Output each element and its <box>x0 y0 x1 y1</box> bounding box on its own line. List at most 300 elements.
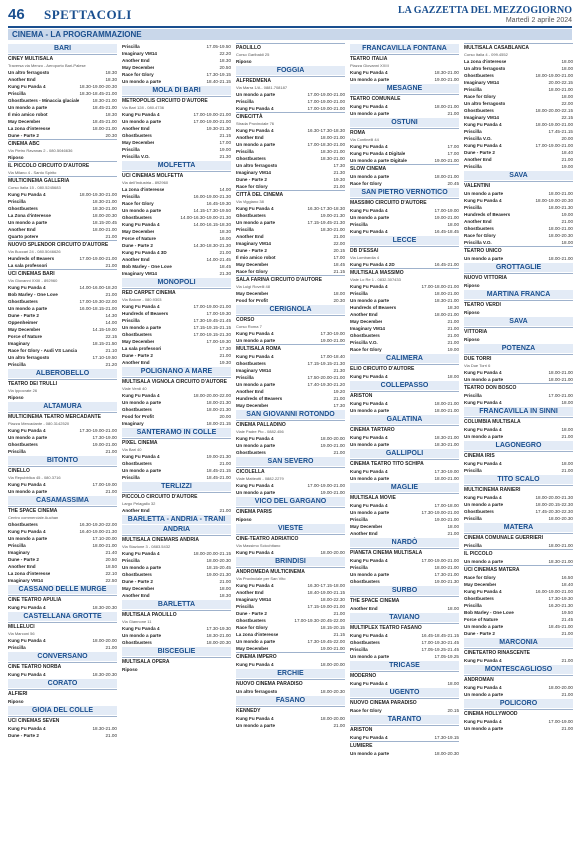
city-heading: SAVA <box>464 171 573 180</box>
showtimes: 20.15 <box>447 708 459 713</box>
showtimes: 18.00-19.00-21.00 <box>535 122 573 127</box>
film-title: Ghostbusters <box>350 579 380 584</box>
cinema-name: TEATRO UNICO <box>464 246 573 255</box>
film-title: Riposo <box>122 667 138 672</box>
cinema-name: PIXEL CINEMA <box>122 438 231 447</box>
showtimes: 16.00-19.00-21.00 <box>535 589 573 594</box>
film-title: May December <box>236 262 269 267</box>
showtime-row <box>464 558 573 565</box>
showtimes: 19.00-21.30 <box>206 572 231 577</box>
showtime-row <box>8 333 117 340</box>
film-title: Another End <box>464 219 492 224</box>
showtimes: 17.00-19.00-21.00 <box>535 143 573 148</box>
showtime-row <box>122 310 231 317</box>
film-title: Il mio amico robot <box>236 255 276 260</box>
cinema-name: CINELLO <box>8 466 117 475</box>
showtime-row <box>8 637 117 644</box>
film-title: Kung Fu Panda 4 <box>8 482 46 487</box>
showtime-row <box>464 581 573 588</box>
showtimes: 18.00-20.30 <box>92 213 117 218</box>
film-title: May December <box>122 586 155 591</box>
cinema-name: NUOVO CINEMA PARADISO <box>236 679 345 688</box>
showtimes: 16.30-17.30-18.30 <box>307 128 345 133</box>
showtimes: 21.00 <box>219 250 231 255</box>
city-heading: MOLA DI BARI <box>122 86 231 95</box>
film-title: Imaginary VM14 <box>236 241 271 246</box>
city-heading: MARTINA FRANCA <box>464 290 573 299</box>
film-title: Race for Glory <box>122 72 154 77</box>
cinema-name: KENNEDY <box>236 706 345 715</box>
film-title: Bob Marley - One Love <box>122 264 172 269</box>
city-heading: ALBEROBELLO <box>8 369 117 378</box>
showtime-row <box>464 135 573 142</box>
showtimes: 19.00-21.00 <box>320 490 345 495</box>
cinema-address: Via Baione - 080.9303 <box>122 297 162 302</box>
film-title: Race for Glory <box>236 625 268 630</box>
film-title: Priscilla <box>122 475 140 480</box>
cinema-name: PAOLILLO <box>236 43 345 52</box>
showtime-row <box>122 399 231 406</box>
film-title: Ghostbusters <box>236 361 266 366</box>
film-title: Kung Fu Panda 4 <box>122 454 160 459</box>
showtimes: 18.00-21.00 <box>434 565 459 570</box>
film-title: Kung Fu Panda 4 <box>350 144 388 149</box>
showtime-row <box>236 381 345 388</box>
showtime-row <box>464 494 573 501</box>
showtimes: 18.30-21.00 <box>548 559 573 564</box>
showtimes: 21.00 <box>333 450 345 455</box>
showtime-row <box>350 110 459 117</box>
film-title: Kung Fu Panda 4 <box>236 583 274 588</box>
cinema-address: Via Viggiano 38 <box>236 199 264 204</box>
film-title: Ghostbusters <box>464 226 494 231</box>
showtimes: 18.00-19.00-21.00 <box>535 73 573 78</box>
listing-column <box>236 43 345 835</box>
showtime-row <box>464 684 573 691</box>
film-title: Priscilla <box>236 99 254 104</box>
showtimes: 18.30 <box>447 305 459 310</box>
showtimes: 18.00 <box>561 94 573 99</box>
city-heading: TARANTO <box>350 715 459 724</box>
showtimes <box>115 698 117 705</box>
cinema-name: DB D'ESSAI <box>350 246 459 255</box>
showtime-row <box>236 661 345 668</box>
showtimes: 17.30 <box>333 403 345 408</box>
showtime-row <box>122 352 231 359</box>
showtime-row <box>350 157 459 164</box>
film-title: Priscilla <box>122 194 140 199</box>
film-title: Priscilla <box>464 129 482 134</box>
showtime-row <box>350 502 459 509</box>
showtime-row <box>464 190 573 197</box>
film-title: Priscilla <box>464 603 482 608</box>
film-title: Imaginary VM14 <box>464 115 499 120</box>
showtimes: 18.00-21.30 <box>206 400 231 405</box>
film-title: Ghostbusters <box>122 640 152 645</box>
showtimes: 20.45 <box>447 181 459 186</box>
film-title: Un mondo a parte <box>350 174 390 179</box>
cinema-name: MODERNO <box>350 671 459 680</box>
showtimes: 14.00-16.00-18.20 <box>79 285 117 290</box>
showtime-row <box>464 255 573 262</box>
film-title: Un altro ferragosto <box>8 70 50 75</box>
film-title: Ghostbusters <box>464 596 494 601</box>
showtime-row <box>350 509 459 516</box>
showtime-row <box>122 193 231 200</box>
showtime-row <box>236 219 345 226</box>
film-title: Dune - Parte 2 <box>464 150 495 155</box>
city-heading: TAVIANO <box>350 613 459 622</box>
showtime-row <box>236 624 345 631</box>
film-title: Hundreds of Beavers <box>122 311 169 316</box>
film-title: Dune - Parte 2 <box>122 353 153 358</box>
showtimes: 20.00 <box>219 414 231 419</box>
showtime-row <box>8 312 117 319</box>
cinema-address: Via Bari 40 <box>122 447 142 452</box>
showtime-row <box>464 460 573 467</box>
film-title: Another End <box>350 531 378 536</box>
film-title: Another End <box>122 360 150 365</box>
showtime-row <box>236 596 345 603</box>
showtimes: 14.00-21.45 <box>206 257 231 262</box>
showtimes: 17.00-19.30-22.00 <box>79 299 117 304</box>
cinema-name: UCI CINEMAS MATERA <box>464 565 573 574</box>
film-title: La zona d'interesse <box>464 59 507 64</box>
film-title: Kung Fu Panda 4 <box>8 285 46 290</box>
city-heading: FASANO <box>236 696 345 705</box>
film-title: Un mondo a parte <box>464 559 504 564</box>
showtime-row <box>350 523 459 530</box>
showtime-row <box>236 722 345 729</box>
showtimes: 21.40 <box>105 550 117 555</box>
showtime-row <box>122 249 231 256</box>
showtimes: 17.00-19.00-21.00 <box>307 92 345 97</box>
showtimes: 22.00 <box>333 241 345 246</box>
cinema-name: TEATRO DEI TRULLI <box>8 379 117 388</box>
film-title: Un mondo a parte <box>464 434 504 439</box>
film-title: Kung Fu Panda 4 <box>350 633 388 638</box>
film-title: Kung Fu Panda 4 <box>236 206 274 211</box>
showtimes: 18.15-20.15 <box>320 625 345 630</box>
showtimes: 18.45-21.00 <box>92 105 117 110</box>
showtime-row <box>236 247 345 254</box>
film-title: Kung Fu Panda 4 <box>236 128 274 133</box>
showtimes: 21.00 <box>561 631 573 636</box>
cinema-name: SLOW CINEMA <box>350 164 459 173</box>
showtime-row <box>122 331 231 338</box>
cinema-address: Viale Padre Pio - 0882.456 <box>236 429 284 434</box>
city-heading: CASTELLANA GROTTE <box>8 612 117 621</box>
cinema-name: CINEMA PARIS <box>236 507 345 516</box>
showtime-row <box>350 332 459 339</box>
film-title: May December <box>122 339 155 344</box>
showtime-row <box>236 290 345 297</box>
showtime-row <box>464 574 573 581</box>
showtimes: 21.00 <box>447 333 459 338</box>
newspaper-name: LA GAZZETTA DEL MEZZOGIORNO <box>397 5 572 16</box>
showtime-row <box>8 528 117 535</box>
film-title: Bob Marley - One Love <box>8 292 58 297</box>
showtimes: 18.00-21.00 <box>548 226 573 231</box>
showtimes: 17.30 <box>333 163 345 168</box>
city-heading: BARLETTA - ANDRIA - TRANI <box>122 515 231 524</box>
film-title: Ghostbusters <box>350 333 380 338</box>
film-title: Imaginary VM14 <box>8 578 43 583</box>
cinema-address: Viale Verdi 40 <box>122 386 147 391</box>
showtimes: 17.00-19.00-21.00 <box>193 304 231 309</box>
film-title: Another End <box>122 593 150 598</box>
film-title: Riposo <box>8 395 24 400</box>
showtime-row <box>236 169 345 176</box>
film-title: Another End <box>236 135 264 140</box>
film-title: Un altro ferragosto <box>236 689 278 694</box>
showtime-row <box>350 653 459 660</box>
film-title: Another End <box>122 257 150 262</box>
showtimes: 22.20 <box>219 51 231 56</box>
film-title: Ghostbusters <box>236 450 266 455</box>
showtimes: 19.30 <box>333 177 345 182</box>
film-title: May December <box>8 327 41 332</box>
city-heading: GIOIA DEL COLLE <box>8 706 117 715</box>
city-heading: LAGONEGRO <box>464 441 573 450</box>
showtime-row <box>8 90 117 97</box>
film-title: Un mondo a parte <box>122 565 162 570</box>
showtimes: 18.00 <box>447 681 459 686</box>
showtime-row <box>236 631 345 638</box>
showtime-row <box>122 474 231 481</box>
cinema-address: Corso Italia 15 - 080.5245683 <box>8 185 61 190</box>
showtimes: 17.05-19.25 <box>434 654 459 659</box>
film-title: Another End <box>8 77 36 82</box>
film-title: Riposo <box>464 310 480 315</box>
showtimes: 19.30-21.30 <box>206 126 231 131</box>
showtimes: 18.00-20.15-22.30 <box>535 502 573 507</box>
showtimes: 18.30-21.00 <box>92 726 117 731</box>
showtimes: 14.00-16.30-19.00-21.30 <box>180 215 231 220</box>
showtime-row <box>236 148 345 155</box>
cinema-name: MULTISALA MOVIE <box>350 493 459 502</box>
showtime-row <box>236 353 345 360</box>
cinema-address: Via Massimo Scicchitano <box>236 543 281 548</box>
showtimes: 17.45-21.15 <box>548 129 573 134</box>
showtimes: 17.30-19.45-22.00 <box>307 639 345 644</box>
film-title: May December <box>236 291 269 296</box>
showtime-row <box>350 180 459 187</box>
cinema-name: ROMA <box>350 128 459 137</box>
film-title: Priscilla <box>464 87 482 92</box>
film-title: Un mondo a parte <box>464 726 504 731</box>
showtimes: 18.45-21.00 <box>548 624 573 629</box>
showtimes: 22.10 <box>105 571 117 576</box>
showtimes: 21.00 <box>105 489 117 494</box>
film-title: Priscilla <box>464 468 482 473</box>
film-title: Imaginary VM14 <box>236 368 271 373</box>
film-title: Kung Fu Panda 4 <box>236 662 274 667</box>
showtime-row <box>122 392 231 399</box>
film-title: La zona d'interesse <box>122 187 165 192</box>
film-title: Kung Fu Panda 4 <box>122 393 160 398</box>
showtimes: 19.00-21.00 <box>92 442 117 447</box>
cinema-name: CITTÀ DEL CINEMA <box>236 190 345 199</box>
showtime-row <box>236 58 345 65</box>
city-heading: SURBO <box>350 586 459 595</box>
cinema-address: Strada Provinciale 76 <box>236 121 275 126</box>
showtime-row <box>464 204 573 211</box>
film-title: Dune - Parte 2 <box>464 631 495 636</box>
showtimes: 18.45-21.15 <box>206 468 231 473</box>
showtime-row <box>8 326 117 333</box>
showtime-row <box>8 542 117 549</box>
showtime-row <box>236 603 345 610</box>
cinema-name: MULTICINEMA RANIERI <box>464 485 573 494</box>
film-title: Priscilla <box>122 558 140 563</box>
film-title: Priscilla <box>350 222 368 227</box>
showtimes: 17.45-20.30-22.30 <box>535 509 573 514</box>
film-title: Priscilla <box>122 318 140 323</box>
showtime-row <box>236 183 345 190</box>
showtime-row <box>122 111 231 118</box>
showtime-row <box>236 330 345 337</box>
film-title: Kung Fu Panda 4 2D <box>350 262 395 267</box>
showtime-row <box>350 150 459 157</box>
cinema-name: CINECITTÀ <box>236 112 345 121</box>
showtime-row <box>236 155 345 162</box>
showtime-row <box>122 338 231 345</box>
film-title: Riposo <box>464 283 480 288</box>
cinema-name: CORSO <box>236 315 345 324</box>
showtimes: 21.00 <box>561 157 573 162</box>
film-title: Priscilla <box>464 516 482 521</box>
showtime-row <box>8 76 117 83</box>
city-heading: MESAGNE <box>350 84 459 93</box>
film-title: Un mondo a parte <box>122 468 162 473</box>
showtime-row <box>8 434 117 441</box>
film-title: Un mondo a parte <box>236 220 276 225</box>
showtime-row <box>236 367 345 374</box>
showtime-row <box>236 617 345 624</box>
film-title: Un altro ferragosto <box>464 101 506 106</box>
listings-band-title: CINEMA - LA PROGRAMMAZIONE <box>8 29 572 40</box>
cinema-name: ELIO CIRCUITO D'AUTORE <box>350 364 459 373</box>
showtime-row <box>464 72 573 79</box>
showtimes: 18.30-20.30 <box>92 672 117 677</box>
showtimes: 18.00-21.00 <box>434 174 459 179</box>
showtime-row <box>350 639 459 646</box>
showtimes: 18.00-21.00 <box>92 126 117 131</box>
cinema-name: CINEY MULTISALA <box>8 54 117 63</box>
film-title: Ghostbusters <box>122 215 152 220</box>
showtimes: 20.30 <box>105 133 117 138</box>
film-title: La sala professori <box>122 346 162 351</box>
showtime-row <box>464 508 573 515</box>
showtime-row <box>122 57 231 64</box>
film-title: La zona d'interesse <box>8 126 51 131</box>
showtimes: 18.00-20.00-22.15 <box>535 108 573 113</box>
showtimes: 18.00-21.00 <box>434 312 459 317</box>
showtimes: 21.00 <box>561 726 573 731</box>
showtime-row <box>8 205 117 212</box>
showtimes: 18.00-20.30 <box>206 640 231 645</box>
film-title: Un mondo a parte <box>350 111 390 116</box>
showtime-row <box>236 360 345 367</box>
showtime-row <box>8 226 117 233</box>
showtimes: 18.00 <box>219 586 231 591</box>
showtimes: 19.00-21.00 <box>434 517 459 522</box>
showtime-row <box>350 221 459 228</box>
film-title: Priscilla <box>236 227 254 232</box>
showtime-row <box>8 219 117 226</box>
film-title: Race for Glory <box>464 575 496 580</box>
film-title: Kung Fu Panda 4 <box>236 436 274 441</box>
showtime-row <box>464 163 573 170</box>
showtime-row <box>122 43 231 50</box>
listing-column <box>122 43 231 835</box>
showtimes: 17.15-19.15-21.15 <box>193 325 231 330</box>
film-title: Dune - Parte 2 <box>122 243 153 248</box>
film-title: Kung Fu Panda 4 <box>122 304 160 309</box>
showtime-row <box>122 228 231 235</box>
showtime-row <box>8 291 117 298</box>
showtimes: 19.00-21.30 <box>434 579 459 584</box>
film-title: Kung Fu Panda 4 <box>236 106 274 111</box>
film-title: Kung Fu Panda 4 <box>350 229 388 234</box>
showtime-row <box>8 340 117 347</box>
showtime-row <box>464 588 573 595</box>
showtimes: 17.00-18.00 <box>434 503 459 508</box>
showtimes: 19.00-21.30 <box>320 213 345 218</box>
film-title: Kung Fu Panda 4 <box>236 550 274 555</box>
showtimes: 17.00 <box>447 144 459 149</box>
film-title: Ghostbusters <box>464 509 494 514</box>
showtime-row <box>236 141 345 148</box>
film-title: May December <box>122 229 155 234</box>
showtime-row <box>236 388 345 395</box>
showtime-row <box>8 305 117 312</box>
showtime-row <box>8 535 117 542</box>
showtime-row <box>464 149 573 156</box>
city-heading: ANDRIA <box>122 525 231 534</box>
film-title: Kung Fu Panda 4 <box>464 685 502 690</box>
showtimes: 18.00 <box>561 59 573 64</box>
film-title: Race for Glory <box>464 233 496 238</box>
showtimes: 19.00-21.30 <box>206 454 231 459</box>
showtimes: 17.00-19.00-21.00 <box>307 106 345 111</box>
showtime-row <box>350 103 459 110</box>
showtime-row <box>350 646 459 653</box>
film-title: Priscilla <box>464 543 482 548</box>
showtime-row <box>350 734 459 741</box>
film-title: Ghostbusters <box>122 332 152 337</box>
showtimes: 17.05-19.50 <box>206 44 231 49</box>
showtimes: 19.00-21.00 <box>434 77 459 82</box>
showtimes: 19.00 <box>219 147 231 152</box>
film-title: May December <box>464 582 497 587</box>
film-title: La zona d'interesse <box>236 632 279 637</box>
film-title: Un mondo a parte <box>350 77 390 82</box>
film-title: Kung Fu Panda 4 <box>8 428 46 433</box>
film-title: Another End <box>236 590 264 595</box>
showtimes: 21.00 <box>561 219 573 224</box>
cinema-address: Via Ippocrate 26 <box>8 388 38 393</box>
film-title: Race for Glory <box>236 269 268 274</box>
showtime-row <box>236 105 345 112</box>
cinema-address: Via Giovanni XXIII - 892960 <box>8 278 58 283</box>
showtimes: 21.00 <box>105 292 117 297</box>
film-title: Un altro ferragosto <box>464 66 506 71</box>
showtime-row <box>236 261 345 268</box>
city-heading: MAGLIE <box>350 483 459 492</box>
city-heading: GALLIPOLI <box>350 449 459 458</box>
